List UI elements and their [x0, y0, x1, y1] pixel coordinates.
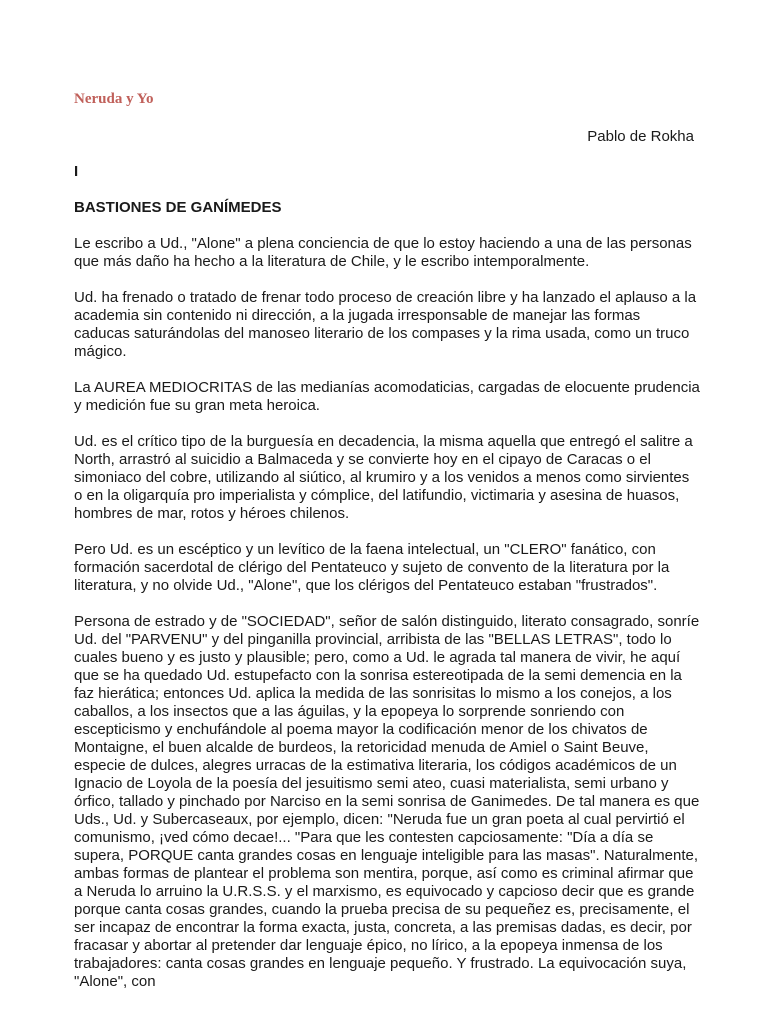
document-author: Pablo de Rokha [587, 128, 694, 145]
paragraph: Ud. es el crítico tipo de la burguesía en decadencia, la misma aquella que entregó el salitre a North, arrastró al suicidio a Balmaceda y se convierte hoy en el cipayo de Caracas o el simoniaco del cobre, utilizando al siútico, al krumiro y a los venidos a menos como sirvientes o en la oligarquía pro imperialista y cómplice, del latifundio, victimaria y asesina de huasos, hombres de mar, rotos y héroes chilenos. [74, 433, 693, 522]
paragraph: Le escribo a Ud., "Alone" a plena conciencia de que lo estoy haciendo a una de las personas que más daño ha hecho a la literatura de Chile, y le escribo intemporalmente. [74, 235, 692, 270]
body-text [74, 235, 700, 1005]
paragraph: La AUREA MEDIOCRITAS de las medianías acomodaticias, cargadas de elocuente prudencia y medición fue su gran meta heroica. [74, 379, 700, 414]
paragraph: Persona de estrado y de "SOCIEDAD", señor de salón distinguido, literato consagrado, sonríe Ud. del "PARVENU" y del pinganilla provincial, arribista de las "BELLAS LETRAS", todo lo cuales bueno y es justo y plausible; pero, como a Ud. le agrada tal manera de vivir, he aquí que se ha quedado Ud. estupefacto con la sonrisa estereotipada de la semi demencia en la faz hierática; entonces Ud. aplica la medida de las sonrisitas lo mismo a los conejos, a los caballos, a los insectos que a las águilas, y la epopeya lo sorprende sonriendo con escepticismo y enchufándole al poema mayor la codificación menor de los chivatos de Montaigne, el buen alcalde de burdeos, la retoricidad menuda de Amiel o Saint Beuve, especie de dulces, alegres urracas de la estimativa literaria, los códigos académicos de un Ignacio de Loyola de la poesía del jesuitismo semi ateo, cuasi materialista, semi urbano y órfico, tallado y pinchado por Narciso en la semi sonrisa de Ganimedes. De tal manera es que Uds., Ud. y Subercaseaux, por ejemplo, dicen: "Neruda fue un gran poeta al cual pervirtió el comunismo, ¡ved cómo decae!... "Para que les contesten capciosamente: "Día a día se supera, PORQUE canta grandes cosas en lenguaje inteligible para las masas". Naturalmente, ambas formas de plantear el problema son mentira, porque, así como es criminal afirmar que a Neruda lo arruino la U.R.S.S. y el marxismo, es equivocado y capcioso decir que es grande porque canta cosas grandes, cuando la prueba precisa de su pequeñez es, precisamente, el ser incapaz de encontrar la forma exacta, justa, concreta, a las premisas dadas, es decir, por fracasar y abortar al pretender dar lenguaje épico, no lírico, a la epopeya inmensa de los trabajadores: canta cosas grandes en lenguaje pequeño. Y frustrado. La equivocación suya, "Alone", con [74, 613, 700, 990]
paragraph: Ud. ha frenado o tratado de frenar todo proceso de creación libre y ha lanzado el aplauso a la academia sin contenido ni dirección, a la jugada irresponsable de manejar las formas caducas saturándolas del manoseo literario de los compases y la rima usada, como un truco mágico. [74, 289, 697, 360]
section-heading: BASTIONES DE GANÍMEDES [74, 199, 282, 216]
paragraph: Pero Ud. es un escéptico y un levítico de la faena intelectual, un "CLERO" fanático, con formación sacerdotal de clérigo del Pentateuco y sujeto de convento de la literatura por la literatura, y no olvide Ud., "Alone", que los clérigos del Pentateuco estaban "frustrados". [74, 541, 670, 594]
document-title: Neruda y Yo [74, 91, 154, 107]
section-number: I [74, 163, 79, 180]
